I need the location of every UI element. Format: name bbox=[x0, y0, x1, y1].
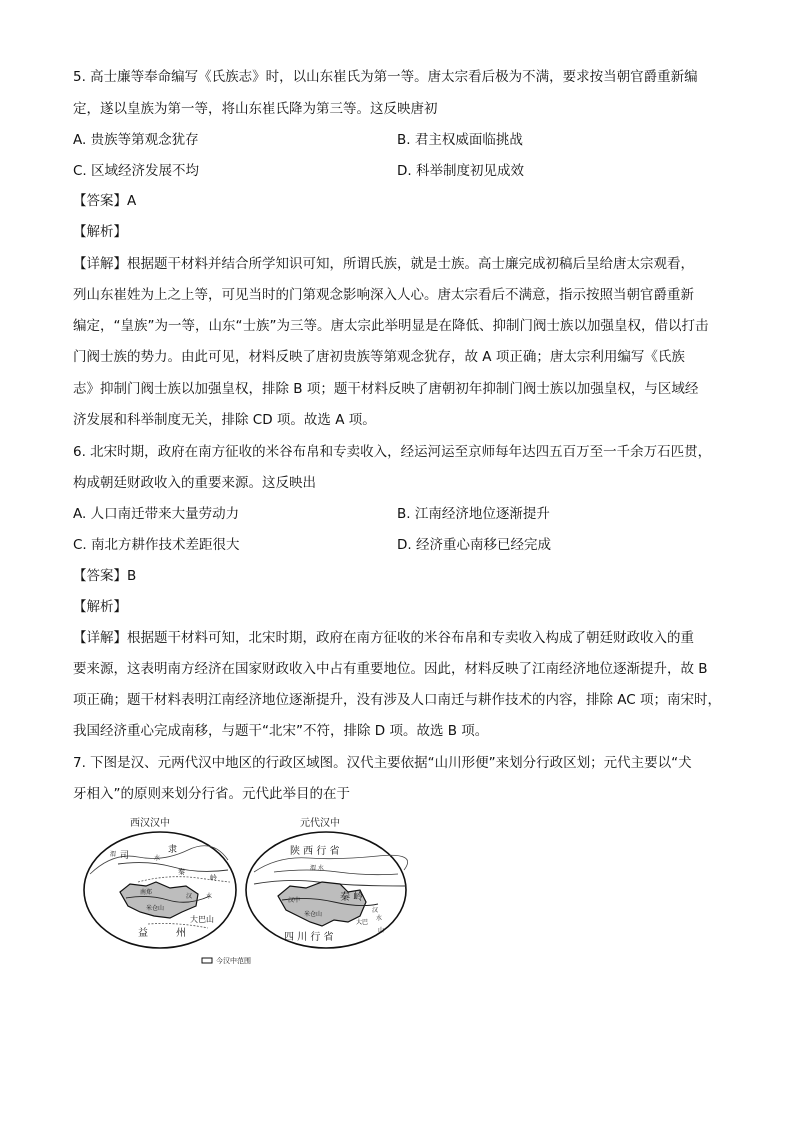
label-wei: 渭 bbox=[110, 851, 117, 858]
label-micang: 米仓山 bbox=[146, 905, 165, 912]
q5-option-c: C. 区域经济发展不均 bbox=[73, 163, 200, 179]
label-weishui: 渭 水 bbox=[310, 865, 324, 872]
q6-option-c: C. 南北方耕作技术差距很大 bbox=[73, 537, 240, 553]
q5-analysis-tag: 【解析】 bbox=[73, 224, 127, 240]
q6-analysis-tag: 【解析】 bbox=[73, 599, 127, 615]
label-qinling: 秦 岭 bbox=[340, 892, 364, 903]
q5-detail-line-5: 志》抑制门阀士族以加强皇权，排除 B 项；题干材料反映了唐朝初年抑制门阀士族以加强皇权，与区域经 bbox=[73, 381, 699, 397]
q6-stem-line-2: 构成朝廷财政收入的重要来源。这反映出 bbox=[73, 475, 316, 491]
q6-detail-line-4: 我国经济重心完成南移，与题干“北宋”不符，排除 D 项。故选 B 项。 bbox=[73, 723, 489, 739]
label-han: 汉 bbox=[186, 893, 193, 900]
label-wei-shui: 水 bbox=[154, 855, 161, 862]
label-si: 司 bbox=[120, 851, 130, 861]
label-dabashan: 大巴山 bbox=[190, 915, 214, 924]
label-right-han: 汉 bbox=[372, 907, 379, 914]
q6-option-a: A. 人口南迁带来大量劳动力 bbox=[73, 506, 240, 522]
label-nanzheng: 南郑 bbox=[140, 889, 153, 896]
label-right-shui: 水 bbox=[376, 915, 383, 922]
legend-swatch bbox=[202, 958, 212, 963]
q5-option-b: B. 君主权威面临挑战 bbox=[397, 132, 523, 148]
q5-detail-line-3: 编定，“皇族”为一等，山东“士族”为三等。唐太宗此举明显是在降低、抑制门阀士族以加强皇权，借以打击 bbox=[73, 318, 709, 334]
q6-option-b: B. 江南经济地位逐渐提升 bbox=[397, 506, 550, 522]
left-map-title: 西汉汉中 bbox=[130, 818, 170, 829]
q5-detail-line-1: 【详解】根据题干材料并结合所学知识可知，所谓氏族，就是士族。高士廉完成初稿后呈给唐太宗观看， bbox=[73, 256, 694, 272]
label-right-shan: 山 bbox=[378, 927, 385, 934]
q5-detail-line-2: 列山东崔姓为上之上等，可见当时的门第观念影响深入人心。唐太宗看后不满意，指示按照当朝官爵重新 bbox=[73, 287, 694, 303]
q6-detail-line-3: 项正确；题干材料表明江南经济地位逐渐提升，没有涉及人口南迁与耕作技术的内容，排除 AC 项；南宋时， bbox=[73, 692, 722, 708]
q5-stem-line-2: 定，遂以皇族为第一等，将山东崔氏降为第三等。这反映唐初 bbox=[73, 101, 438, 117]
q6-answer: 【答案】B bbox=[73, 568, 137, 584]
q6-detail-line-1: 【详解】根据题干材料可知，北宋时期，政府在南方征收的米谷布帛和专卖收入构成了朝廷财政收入的重 bbox=[73, 630, 694, 646]
right-map-title: 元代汉中 bbox=[300, 818, 340, 829]
label-sichuan: 四 川 行 省 bbox=[284, 932, 334, 943]
label-right-micang: 米仓山 bbox=[304, 911, 323, 918]
label-hanzhong: 汉中 bbox=[288, 897, 301, 904]
q7-stem-line-1: 7. 下图是汉、元两代汉中地区的行政区域图。汉代主要依据“山川形便”来划分行政区划；元代主要以“犬 bbox=[73, 755, 692, 771]
q5-answer: 【答案】A bbox=[73, 193, 137, 209]
q6-stem-line-1: 6. 北宋时期，政府在南方征收的米谷布帛和专卖收入，经运河运至京师每年达四五百万至一千余万石匹贯， bbox=[73, 444, 712, 460]
q5-detail-line-6: 济发展和科举制度无关，排除 CD 项。故选 A 项。 bbox=[73, 412, 376, 428]
label-yi: 益 bbox=[138, 928, 148, 939]
label-li: 隶 bbox=[168, 845, 178, 855]
label-shaanxi: 陕 西 行 省 bbox=[290, 846, 340, 857]
q6-option-d: D. 经济重心南移已经完成 bbox=[397, 537, 551, 553]
label-qin: 秦 bbox=[178, 868, 185, 876]
q6-detail-line-2: 要来源，这表明南方经济在国家财政收入中占有重要地位。因此，材料反映了江南经济地位逐渐提升，故 B bbox=[73, 661, 708, 677]
label-right-daba: 大巴 bbox=[356, 919, 369, 926]
label-zhou: 州 bbox=[176, 928, 186, 939]
q5-stem-line-1: 5. 高士廉等奉命编写《氏族志》时，以山东崔氏为第一等。唐太宗看后极为不满，要求按当朝官爵重新编 bbox=[73, 69, 698, 85]
q5-detail-line-4: 门阀士族的势力。由此可见，材料反映了唐初贵族等第观念犹存，故 A 项正确；唐太宗利用编写《氏族 bbox=[73, 349, 685, 365]
label-ling: 岭 bbox=[210, 874, 217, 882]
q5-option-a: A. 贵族等第观念犹存 bbox=[73, 132, 199, 148]
q5-option-d: D. 科举制度初见成效 bbox=[397, 163, 524, 179]
q7-stem-line-2: 牙相入”的原则来划分行省。元代此举目的在于 bbox=[73, 786, 350, 802]
han-yuan-hanzhong-map bbox=[78, 812, 418, 972]
legend-label: 今汉中范围 bbox=[216, 957, 251, 965]
label-han-shui: 水 bbox=[206, 893, 213, 900]
